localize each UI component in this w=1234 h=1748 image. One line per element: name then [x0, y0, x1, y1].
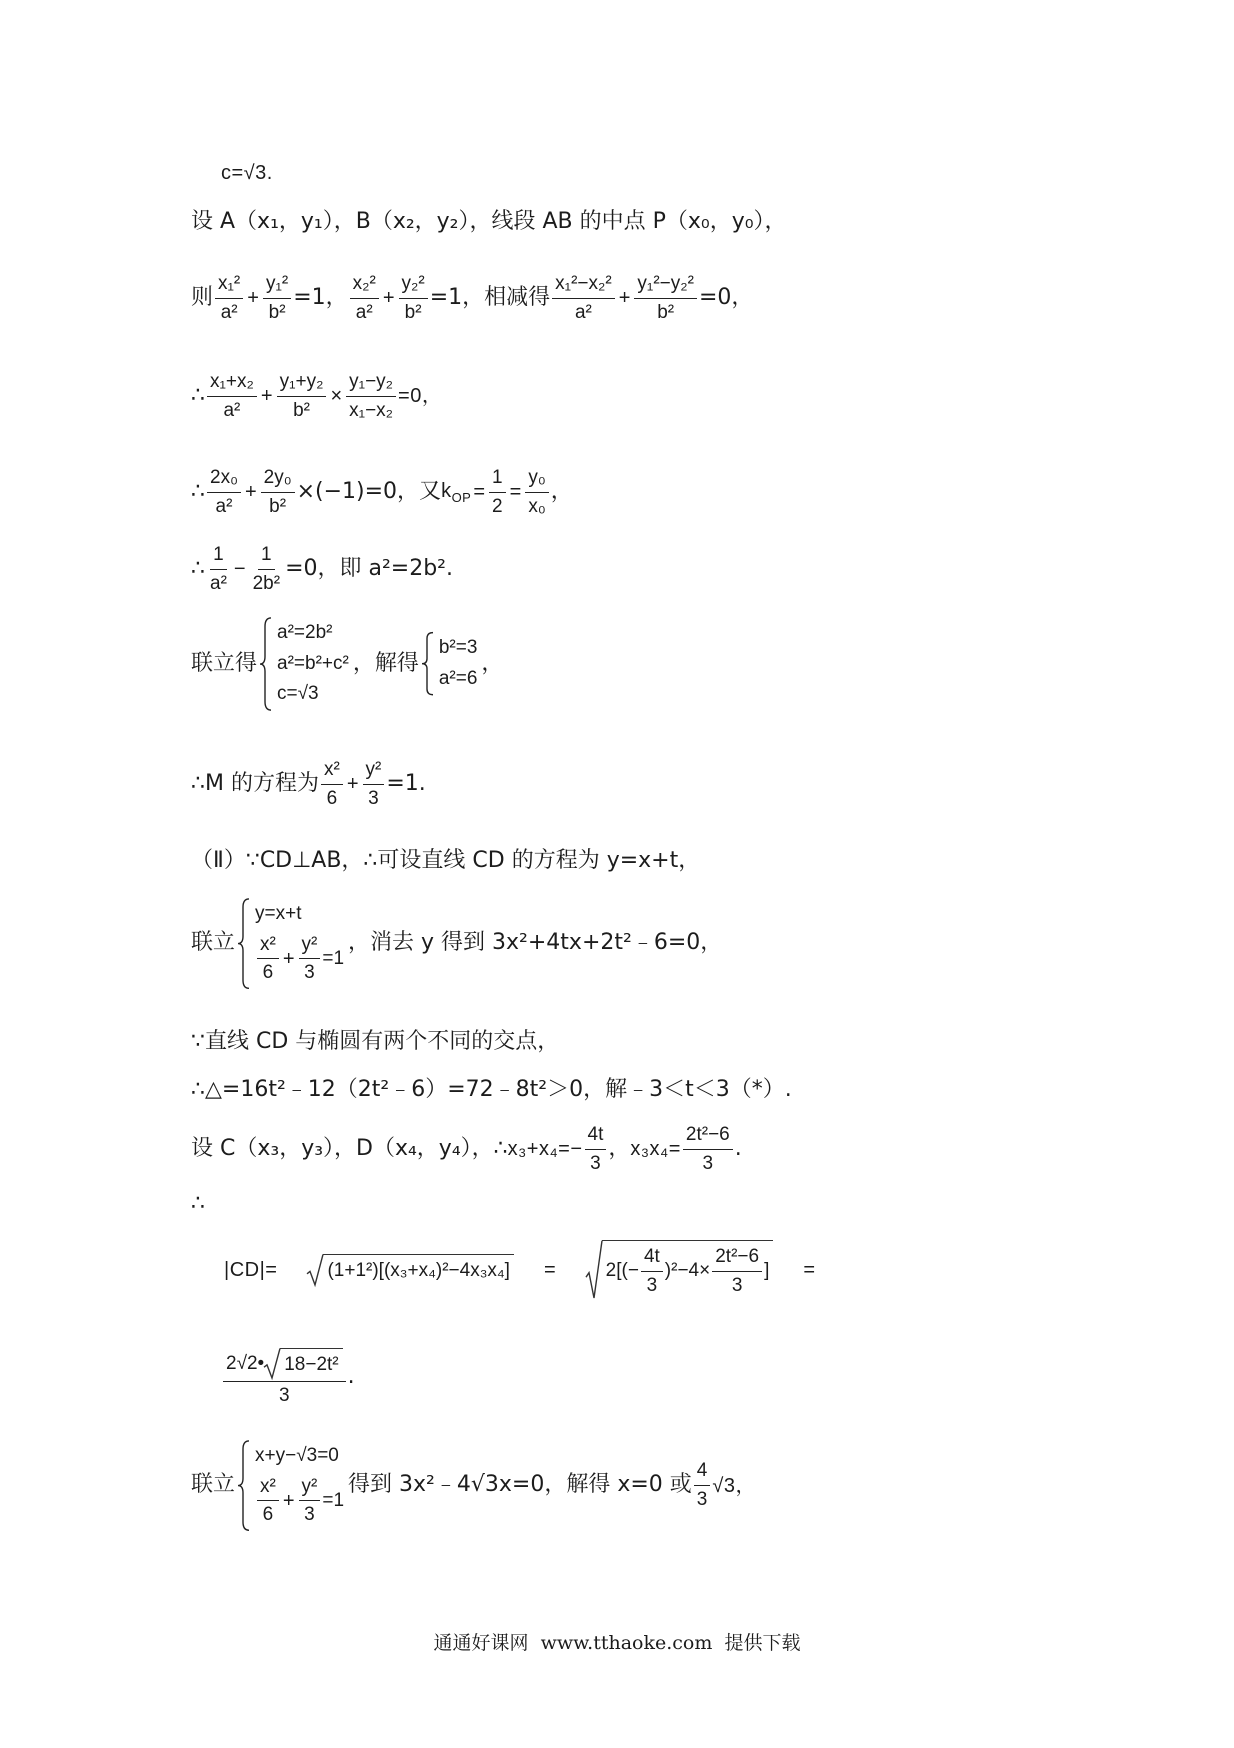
- fraction: [261, 466, 295, 519]
- line-text: x₃x₄=: [630, 1138, 681, 1161]
- operator: =: [509, 481, 522, 504]
- system-row: c=√3: [277, 683, 319, 705]
- radical-sign: [307, 1254, 323, 1286]
- fraction-denominator: a²: [574, 301, 592, 323]
- fraction-numerator: 4: [694, 1459, 711, 1486]
- fraction-denominator: 3: [696, 1489, 708, 1511]
- solution-line-7: [191, 617, 503, 711]
- fraction: [207, 543, 230, 596]
- operator: =: [803, 1258, 816, 1281]
- fraction-numerator: 2t²−6: [683, 1123, 733, 1150]
- system-rows: [251, 898, 344, 989]
- square-root: [307, 1254, 514, 1286]
- solution-line-1: [221, 160, 273, 186]
- fraction-numerator: y₁²−y₂²: [634, 272, 697, 299]
- solution-line-2: [191, 208, 787, 237]
- therefore-symbol: ∴: [191, 382, 205, 408]
- fraction-denominator: 3: [368, 787, 379, 809]
- fraction: [321, 758, 343, 811]
- line-text: 设 A（x₁，y₁），B（x₂，y₂），线段 AB 的中点 P（x₀，y₀），: [191, 209, 787, 234]
- radical-sign: [586, 1240, 602, 1300]
- fraction: [634, 272, 697, 325]
- solution-line-16: [221, 1348, 355, 1408]
- operator: +: [282, 1489, 295, 1512]
- page-footer: 通通好课网 www.tthaoke.com 提供下载: [433, 1632, 801, 1654]
- line-prefix: 则: [191, 284, 214, 310]
- fraction: [350, 272, 379, 325]
- fraction: [525, 466, 548, 519]
- fraction: [257, 933, 279, 986]
- solution-line-6: [191, 543, 453, 596]
- system-row: a²=2b²: [277, 622, 333, 643]
- operator: +: [244, 481, 257, 504]
- fraction-numerator: 4t: [585, 1123, 607, 1150]
- fraction-denominator: b²: [404, 301, 422, 323]
- fraction-numerator: y²: [299, 1475, 321, 1502]
- fraction-denominator: b²: [269, 495, 287, 517]
- fraction-numerator: y₁−y₂: [346, 370, 396, 397]
- fraction: [712, 1245, 762, 1298]
- fraction-numerator: 2x₀: [207, 466, 241, 493]
- therefore-symbol: ∴: [191, 478, 205, 504]
- fraction-numerator: 1: [489, 466, 506, 493]
- line-text: .: [734, 1135, 742, 1161]
- line-text: =0，即 a²=2b².: [285, 555, 453, 581]
- fraction-denominator: 3: [702, 1152, 714, 1174]
- numerator-text: 2√2•: [226, 1352, 265, 1374]
- radicand-text: ]: [764, 1259, 770, 1281]
- left-brace: [237, 1440, 251, 1531]
- fraction-numerator: y₂²: [399, 272, 428, 299]
- fraction: [207, 466, 241, 519]
- fraction: [277, 370, 327, 423]
- fraction-denominator: 6: [326, 787, 338, 809]
- fraction-numerator: x₁+x₂: [207, 370, 257, 397]
- fraction-denominator: 3: [646, 1274, 658, 1296]
- equation-system: [259, 617, 349, 711]
- fraction-denominator: 2b²: [252, 572, 281, 594]
- equation-system: [237, 1440, 344, 1531]
- operator: =: [473, 481, 486, 504]
- line-text: =0，: [398, 385, 443, 408]
- line-text: c=√3.: [221, 162, 273, 184]
- system-row: b²=3: [438, 637, 478, 659]
- cd-length-label: |CD|=: [224, 1258, 278, 1281]
- equation-system: [237, 898, 344, 989]
- line-prefix: ∴M 的方程为: [191, 770, 319, 796]
- fraction-denominator: x₀: [528, 495, 546, 517]
- system-row: a²=6: [438, 668, 478, 690]
- fraction: [299, 1475, 321, 1528]
- line-prefix: 联立: [191, 930, 236, 956]
- line-text: =1.: [386, 770, 426, 796]
- fraction-numerator: 4t: [641, 1245, 663, 1272]
- fraction: [641, 1245, 663, 1298]
- square-root: [586, 1240, 774, 1300]
- fraction-denominator: b²: [657, 301, 675, 323]
- slope-subscript: OP: [451, 489, 472, 505]
- fraction-numerator: 2y₀: [261, 466, 295, 493]
- fraction-denominator: a²: [220, 301, 238, 323]
- fraction-numerator: 1: [258, 543, 275, 570]
- line-text: =1，相减得: [429, 284, 551, 310]
- therefore-symbol: ∴: [191, 1191, 205, 1216]
- fraction: [363, 758, 385, 811]
- square-root: [264, 1348, 342, 1379]
- line-prefix: 联立得: [191, 650, 258, 676]
- operator: ×: [330, 385, 343, 408]
- fraction-denominator: 6: [262, 962, 274, 984]
- slope-k: k: [441, 479, 452, 502]
- fraction: [299, 933, 321, 986]
- fraction-denominator: 3: [590, 1152, 601, 1174]
- line-text: ∴△=16t²﹣12（2t²﹣6）=72﹣8t²＞0，解﹣3＜t＜3（*）.: [191, 1077, 792, 1102]
- line-text: ，消去 y 得到 3x²+4tx+2t²﹣6=0，: [348, 930, 723, 956]
- operator: +: [247, 287, 259, 310]
- left-brace: [237, 898, 251, 989]
- fraction-numerator: y₀: [525, 466, 548, 493]
- fraction-numerator: x₁²: [215, 272, 243, 299]
- slope-symbol: [441, 478, 471, 507]
- line-text: 得到 3x²﹣4√3x=0，解得 x=0 或: [348, 1472, 692, 1498]
- line-text: ，: [481, 650, 504, 676]
- line-text: ，: [550, 478, 573, 504]
- fraction: [257, 1475, 279, 1528]
- fraction: [207, 370, 257, 423]
- system-rows: [435, 632, 478, 695]
- fraction: [263, 272, 291, 325]
- fraction-denominator: 3: [304, 962, 315, 984]
- fraction-numerator: 1: [210, 543, 227, 570]
- fraction-numerator: y₁+y₂: [277, 370, 327, 397]
- radicand: 18−2t²: [280, 1348, 342, 1379]
- fraction-numerator: [223, 1348, 346, 1382]
- row-end: =1: [322, 1489, 345, 1511]
- fraction: [489, 466, 506, 519]
- fraction-denominator: a²: [210, 572, 227, 594]
- solution-line-4: [191, 370, 442, 423]
- operator: +: [382, 287, 395, 310]
- operator: =: [543, 1258, 556, 1281]
- fraction-denominator: 6: [262, 1504, 274, 1526]
- solution-line-11: [191, 1028, 559, 1057]
- solution-line-9: [191, 847, 700, 876]
- fraction: [585, 1123, 607, 1176]
- line-text: .: [347, 1364, 355, 1390]
- fraction-denominator: 3: [731, 1274, 743, 1296]
- fraction-numerator: x₂²: [350, 272, 379, 299]
- fraction-denominator: a²: [223, 399, 241, 421]
- operator: +: [618, 287, 631, 310]
- fraction-denominator: b²: [268, 301, 286, 323]
- line-prefix: 设 C（x₃，y₃），D（x₄，y₄），∴: [191, 1135, 508, 1161]
- radicand: [602, 1240, 774, 1300]
- fraction-denominator: a²: [215, 495, 233, 517]
- solution-line-3: [191, 272, 753, 325]
- system-rows: [273, 617, 349, 711]
- equation-system: [421, 632, 478, 695]
- solution-line-14: [191, 1190, 205, 1219]
- radicand: (1+1²)[(x₃+x₄)²−4x₃x₄]: [323, 1254, 514, 1286]
- fraction-numerator: x₁²−x₂²: [552, 272, 615, 299]
- solution-line-12: [191, 1076, 792, 1105]
- line-text: =1，: [293, 284, 348, 310]
- fraction: [694, 1459, 711, 1512]
- fraction-denominator: x₁−x₂: [349, 399, 394, 421]
- radicand-text: )²−4×: [664, 1259, 711, 1281]
- line-text: （Ⅱ）∵CD⊥AB，∴可设直线 CD 的方程为 y=x+t，: [191, 848, 701, 873]
- line-prefix: 联立: [191, 1472, 236, 1498]
- fraction: [346, 370, 396, 423]
- fraction-denominator: 2: [492, 495, 503, 517]
- line-text: ×(−1)=0，又: [296, 478, 442, 504]
- fraction-denominator: 3: [279, 1384, 290, 1406]
- solution-line-17: [191, 1440, 756, 1531]
- fraction: [223, 1348, 346, 1408]
- fraction-numerator: x²: [321, 758, 343, 785]
- fraction-denominator: b²: [293, 399, 310, 421]
- left-brace: [421, 632, 435, 695]
- operator: −: [233, 558, 246, 581]
- fraction: [399, 272, 428, 325]
- therefore-symbol: ∴: [191, 555, 205, 581]
- line-text: ，: [608, 1135, 631, 1161]
- row-end: =1: [322, 947, 345, 969]
- operator: +: [260, 385, 273, 408]
- radicand-text: 2[(−: [605, 1259, 639, 1281]
- fraction: [683, 1123, 733, 1176]
- fraction-numerator: x²: [257, 933, 279, 960]
- system-row: y=x+t: [255, 903, 302, 924]
- line-text: x₃+x₄=−: [507, 1138, 583, 1161]
- fraction: [215, 272, 243, 325]
- solution-line-10: [191, 898, 722, 989]
- solution-line-15: [224, 1240, 817, 1300]
- system-row: [255, 1475, 344, 1528]
- solution-line-8: [191, 758, 426, 811]
- radical-sign: [264, 1348, 280, 1379]
- line-text: =0，: [698, 284, 754, 310]
- line-text: ∵直线 CD 与椭圆有两个不同的交点，: [191, 1029, 560, 1054]
- fraction-denominator: 3: [304, 1504, 315, 1526]
- fraction-denominator: a²: [355, 301, 373, 323]
- fraction-numerator: y²: [299, 933, 321, 960]
- fraction: [552, 272, 615, 325]
- operator: +: [346, 773, 359, 796]
- fraction-numerator: y₁²: [263, 272, 291, 299]
- line-text: √3，: [712, 1474, 756, 1497]
- solution-line-5: [191, 466, 573, 519]
- fraction: [250, 543, 283, 596]
- fraction-numerator: y²: [363, 758, 385, 785]
- fraction-numerator: x²: [257, 1475, 279, 1502]
- line-text: ，解得: [352, 650, 419, 676]
- system-rows: [251, 1440, 344, 1531]
- operator: +: [282, 947, 295, 970]
- system-row: x+y−√3=0: [255, 1445, 339, 1466]
- system-row: [255, 933, 344, 986]
- fraction-numerator: 2t²−6: [712, 1245, 762, 1272]
- left-brace: [259, 617, 273, 711]
- system-row: a²=b²+c²: [277, 652, 349, 674]
- solution-line-13: [191, 1123, 742, 1176]
